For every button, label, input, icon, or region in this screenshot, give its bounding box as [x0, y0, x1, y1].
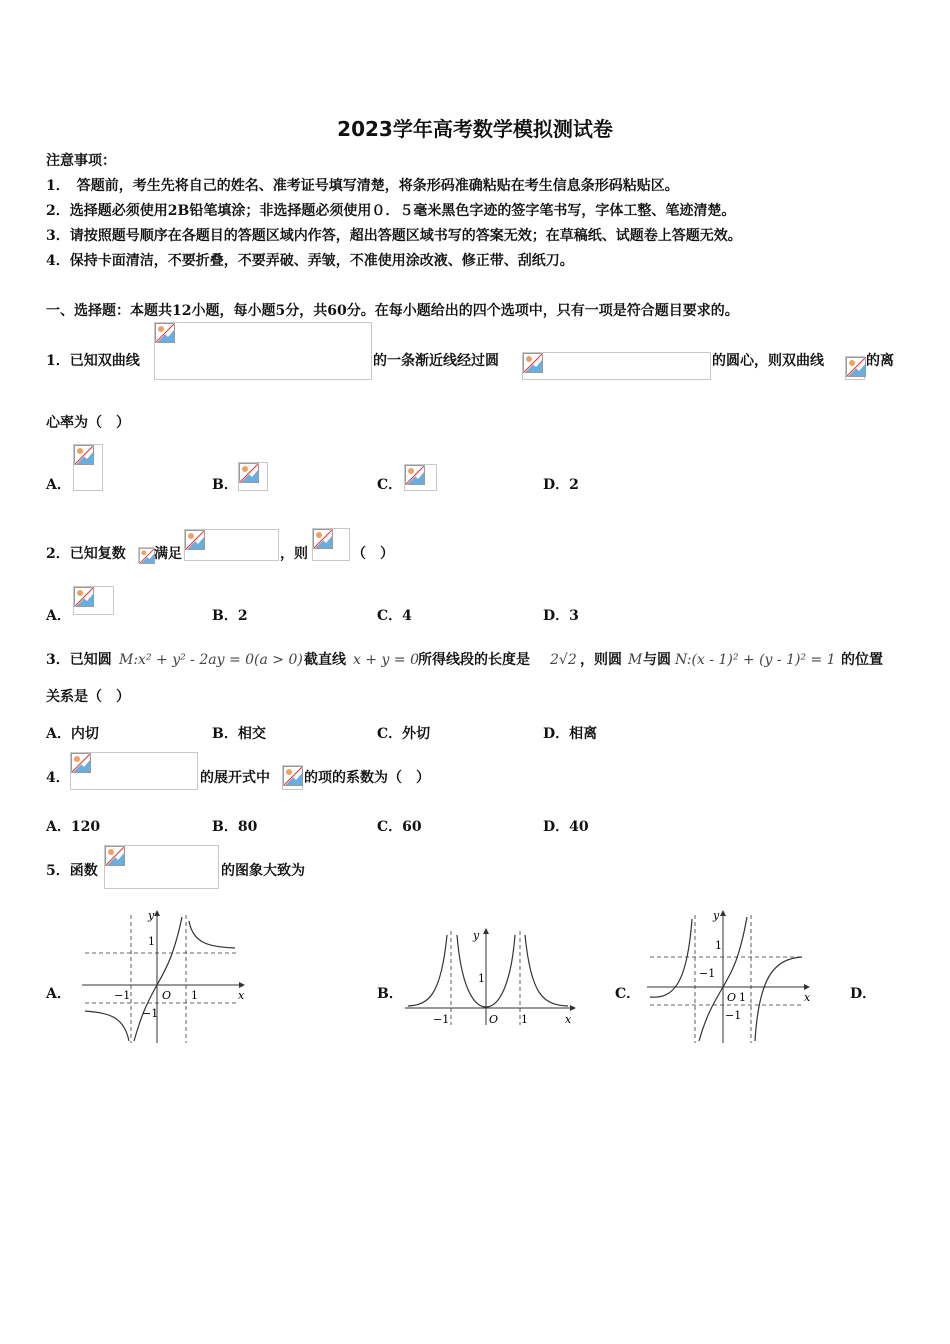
q2-formula-image-2 [312, 528, 350, 561]
q1-formula-image-1 [154, 322, 372, 380]
q1-text-3: 的圆心，则双曲线 [712, 353, 824, 369]
label-one: 1 [478, 972, 485, 985]
q1-formula-image-2 [522, 352, 711, 380]
label-origin: O [162, 989, 172, 1002]
q4-option-b: B．80 [212, 819, 258, 835]
q5-option-c: C． [615, 986, 641, 1002]
label-one: 1 [191, 989, 198, 1002]
q4-text-1: 4． [46, 770, 70, 786]
section-heading: 一、选择题：本题共12小题，每小题5分，共60分。在每小题给出的四个选项中，只有一项是符合题目要求的。 [46, 303, 739, 319]
q4-option-d: D．40 [543, 819, 589, 835]
q5-option-a: A． [46, 986, 71, 1002]
q3-math-circle-m: M:x² + y² - 2ay = 0(a > 0) [119, 652, 303, 668]
broken-image-icon [283, 766, 303, 786]
q3-text-4: ，则圆 [580, 652, 622, 668]
q3-option-d: D．相离 [543, 726, 598, 742]
q4-text-3: 的项的系数为（ ） [304, 770, 430, 786]
q2-option-d: D．3 [543, 608, 579, 624]
q2-formula-image-z [138, 547, 154, 563]
q1-option-a-image [73, 444, 103, 491]
q5-option-d: D． [850, 986, 877, 1002]
q3-math-circle-n: N:(x - 1)² + (y - 1)² = 1 [675, 652, 836, 668]
q1-option-c: C． [377, 477, 403, 493]
q4-formula-image-1 [70, 752, 198, 790]
broken-image-icon [71, 753, 91, 773]
label-y: y [148, 909, 155, 922]
label-one: 1 [148, 935, 155, 948]
curve [408, 935, 447, 1006]
q3-math-length: 2√2 [550, 652, 577, 668]
label-neg-one: −1 [142, 1007, 159, 1020]
q1-formula-image-3 [845, 356, 865, 380]
q4-option-c: C．60 [377, 819, 422, 835]
q4-option-a: A．120 [46, 819, 101, 835]
label-x: x [238, 989, 245, 1002]
q2-text-2: 满足 [154, 546, 182, 562]
q5-text-1: 5．函数 [46, 863, 98, 879]
q1-text-4: 的离 [866, 353, 894, 369]
broken-image-icon [313, 529, 333, 549]
label-y: y [713, 909, 720, 922]
q1-option-b: B． [212, 477, 238, 493]
broken-image-icon [155, 323, 175, 343]
curve [755, 957, 802, 1041]
q2-text-3: ，则 [280, 546, 308, 562]
label-neg-one: −1 [699, 967, 716, 980]
label-origin: O [489, 1013, 499, 1026]
curve [650, 919, 692, 997]
q3-text-2: 截直线 [304, 652, 346, 668]
page-title: 2023学年高考数学模拟测试卷 [337, 117, 613, 141]
broken-image-icon [105, 846, 125, 866]
q2-text-4: （ ） [352, 546, 394, 562]
label-y: y [473, 929, 480, 942]
label-neg-one: −1 [433, 1013, 450, 1026]
q1-text-2: 的一条渐近线经过圆 [373, 353, 499, 369]
broken-image-icon [846, 357, 866, 377]
q1-option-d: D．2 [543, 477, 579, 493]
q5-graph-a [80, 905, 250, 1047]
label-neg-one: −1 [114, 989, 131, 1002]
q2-option-a: A． [46, 608, 71, 624]
broken-image-icon [139, 548, 155, 564]
broken-image-icon [185, 530, 205, 550]
q4-formula-image-2 [282, 765, 303, 790]
broken-image-icon [74, 445, 94, 465]
q3-option-c: C．外切 [377, 726, 431, 742]
q3-math-line: x + y = 0 [353, 652, 419, 668]
label-x: x [804, 991, 811, 1004]
q2-option-c: C．4 [377, 608, 412, 624]
label-x: x [565, 1013, 572, 1026]
curve [134, 917, 182, 1041]
q5-graph-c [645, 905, 815, 1047]
curve [85, 1011, 129, 1041]
q2-option-b: B．2 [212, 608, 248, 624]
q1-option-a: A． [46, 477, 71, 493]
label-origin: O [727, 991, 737, 1004]
q3-text-3: 所得线段的长度是 [418, 652, 530, 668]
q1-text-1: 1．已知双曲线 [46, 353, 140, 369]
curve [525, 935, 568, 1006]
notice-item-2: 2．选择题必须使用2B铅笔填涂；非选择题必须使用０．５毫米黑色字迹的签字笔书写，字体工整、笔迹清楚。 [46, 203, 736, 219]
q5-text-2: 的图象大致为 [221, 863, 305, 879]
notice-item-4: 4．保持卡面清洁，不要折叠，不要弄破、弄皱，不准使用涂改液、修正带、刮纸刀。 [46, 253, 574, 269]
broken-image-icon [74, 587, 94, 607]
q2-option-a-image [73, 586, 114, 615]
q2-formula-image-1 [184, 529, 279, 561]
q1-text-5: 心率为（ ） [46, 415, 130, 431]
curve [189, 921, 235, 948]
q5-graph-b [403, 925, 581, 1029]
q4-text-2: 的展开式中 [200, 770, 270, 786]
q1-option-c-image [404, 464, 437, 491]
label-one: 1 [521, 1013, 528, 1026]
q3-text-6: 的位置 [841, 652, 883, 668]
broken-image-icon [405, 465, 425, 485]
q3-option-a: A．内切 [46, 726, 99, 742]
broken-image-icon [239, 463, 259, 483]
q3-text-5: 与圆 [643, 652, 671, 668]
q3-text-7: 关系是（ ） [46, 689, 130, 705]
notice-item-3: 3．请按照题号顺序在各题目的答题区域内作答，超出答题区域书写的答案无效；在草稿纸、试题卷上答题无效。 [46, 228, 742, 244]
q3-math-m: M [628, 652, 643, 668]
q5-option-b: B． [377, 986, 403, 1002]
label-neg-one: −1 [725, 1009, 742, 1022]
notice-item-1: 1． 答题前，考生先将自己的姓名、准考证号填写清楚，将条形码准确粘贴在考生信息条形码粘贴区。 [46, 178, 679, 194]
q1-option-b-image [238, 462, 268, 491]
q3-text-1: 3．已知圆 [46, 652, 112, 668]
q2-text-1: 2．已知复数 [46, 546, 126, 562]
notice-heading: 注意事项： [46, 153, 116, 169]
label-one: 1 [715, 939, 722, 952]
q5-formula-image [104, 845, 219, 889]
q3-option-b: B．相交 [212, 726, 266, 742]
label-one: 1 [739, 991, 746, 1004]
broken-image-icon [523, 353, 543, 373]
